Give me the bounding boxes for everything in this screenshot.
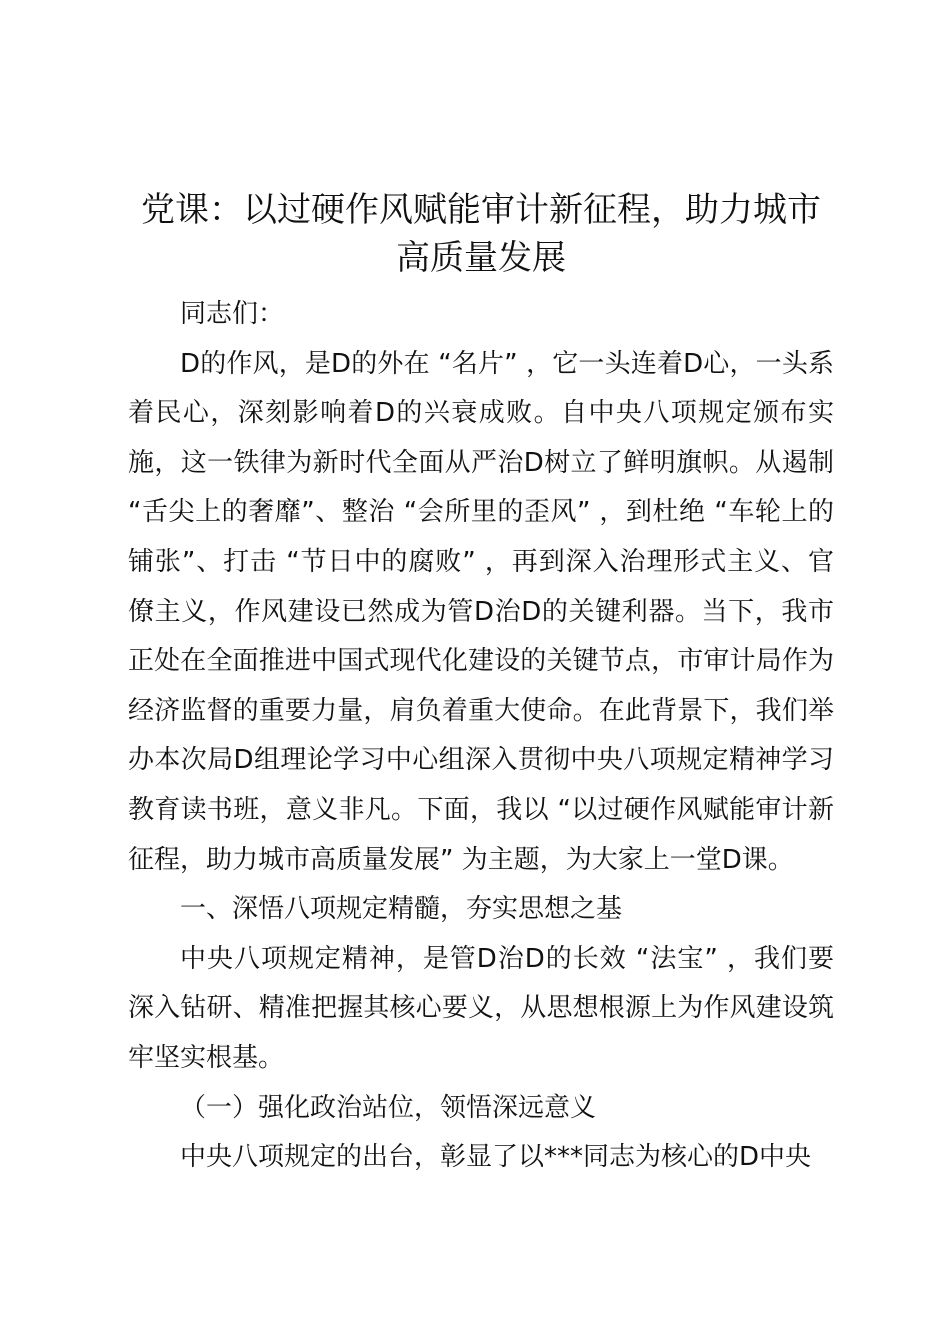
body-paragraph-subsection-1: 中央八项规定的出台，彰显了以***同志为核心的D中央 (180, 1142, 812, 1173)
body-paragraph-section-1: 中央八项规定精神，是管D治D的长效 “法宝” ，我们要深入钻研、精准把握其核心要义，从思想根源上为作风建设筑牢坚实根基。 (128, 943, 834, 1073)
document-title: 党课：以过硬作风赋能审计新征程，助力城市高质量发展 (141, 190, 821, 278)
document-page (128, 186, 834, 1183)
salutation: 同志们： (180, 299, 285, 329)
subsection-heading-1: （一）强化政治站位，领悟深远意义 (180, 1092, 597, 1123)
body-paragraph-intro: D的作风，是D的外在 “名片” ，它一头连着D心，一头系着民心，深刻影响着D的兴衰成败。自中央八项规定颁布实施，这一铁律为新时代全面从严治D树立了鲜明旗帜。从遏制 “舌尖上的奢靡”、整治 “会所里的歪风” ，到杜绝 “车轮上的铺张”、打击 “节日中的腐败” ，再到深入治理形式主义、官僚主义，作风建设已然成为管D治D的关键利器。当下，我市正处在全面推进中国式现代化建设的关键节点，市审计局作为经济监督的重要力量，肩负着重大使命。在此背景下，我们举办本次局D组理论学习中心组深入贯彻中央八项规定精神学习教育读书班，意义非凡。下面，我以 “以过硬作风赋能审计新征程，助力城市高质量发展” 为主题，为大家上一堂D课。 (128, 348, 834, 875)
section-heading-1: 一、深悟八项规定精髓，夯实思想之基 (180, 894, 623, 925)
